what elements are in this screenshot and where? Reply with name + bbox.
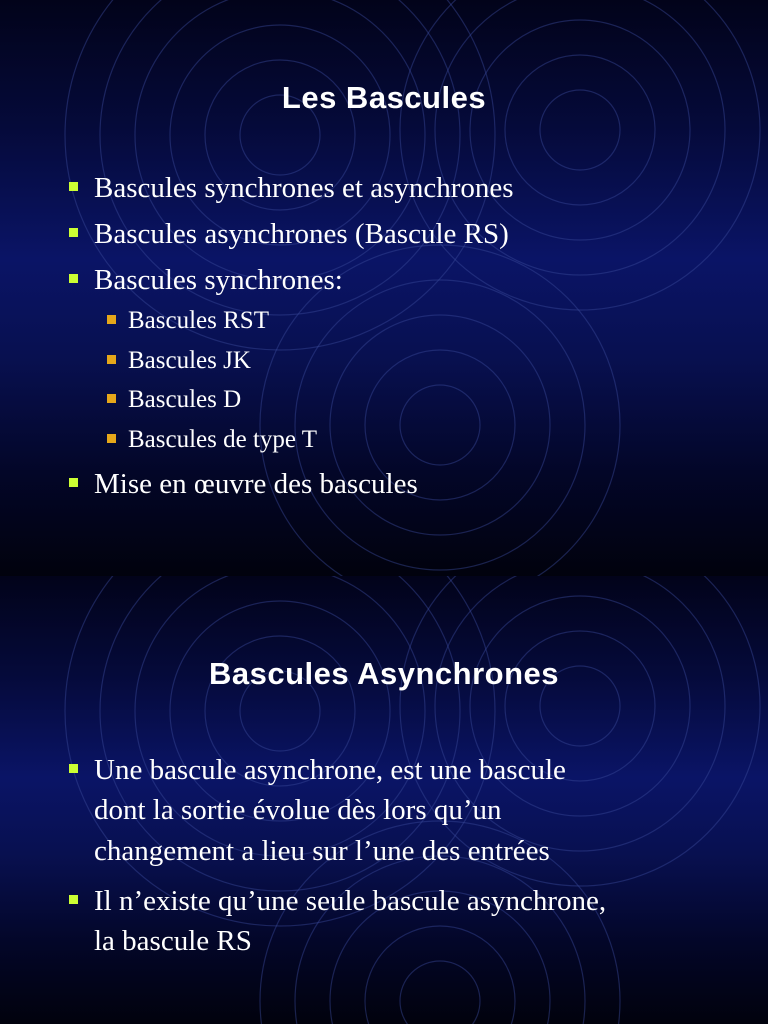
- list-item: [94, 214, 509, 254]
- list-item-text: Bascules synchrones:: [94, 264, 343, 296]
- sub-list-item-text: Bascules JK: [128, 347, 251, 374]
- list-item-text-line: Une bascule asynchrone, est une bascule: [94, 754, 566, 786]
- sub-bullet-marker-icon: [107, 355, 116, 364]
- list-item-text: Mise en œuvre des bascules: [94, 468, 418, 500]
- list-item: [94, 464, 418, 504]
- sub-list-item: [128, 303, 269, 339]
- list-item: [94, 750, 566, 790]
- bullet-marker-icon: [69, 478, 78, 487]
- bullet-marker-icon: [69, 228, 78, 237]
- bullet-marker-icon: [69, 764, 78, 773]
- sub-bullet-marker-icon: [107, 394, 116, 403]
- sub-list-item: [128, 422, 317, 458]
- bullet-marker-icon: [69, 182, 78, 191]
- list-item-text-line: la bascule RS: [94, 925, 252, 957]
- list-item: [94, 881, 606, 921]
- sub-bullet-marker-icon: [107, 315, 116, 324]
- list-item-continuation: [94, 790, 502, 830]
- sub-list-item-text: Bascules RST: [128, 307, 269, 334]
- list-item: [94, 260, 343, 300]
- bullet-marker-icon: [69, 895, 78, 904]
- sub-list-item-text: Bascules D: [128, 386, 242, 413]
- list-item-continuation: [94, 921, 252, 961]
- list-item-text-line: Il n’existe qu’une seule bascule asynchrone,: [94, 885, 607, 917]
- slide-title: Bascules Asynchrones: [208, 656, 559, 691]
- sub-list-item-text: Bascules de type T: [128, 426, 318, 453]
- list-item-continuation: [94, 831, 550, 871]
- list-item-text-line: changement a lieu sur l’une des entrées: [94, 835, 550, 867]
- sub-list-item: [128, 343, 251, 379]
- list-item-text-line: dont la sortie évolue dès lors qu’un: [94, 794, 502, 826]
- slide-title: Les Bascules: [281, 80, 487, 115]
- sub-bullet-marker-icon: [107, 434, 116, 443]
- list-item: [94, 168, 514, 208]
- sub-list-item: [128, 382, 241, 418]
- bullet-marker-icon: [69, 274, 78, 283]
- slide-bascules-asynchrones: [0, 576, 768, 1024]
- list-item-text: Bascules asynchrones (Bascule RS): [94, 218, 509, 250]
- list-item-text: Bascules synchrones et asynchrones: [94, 172, 514, 204]
